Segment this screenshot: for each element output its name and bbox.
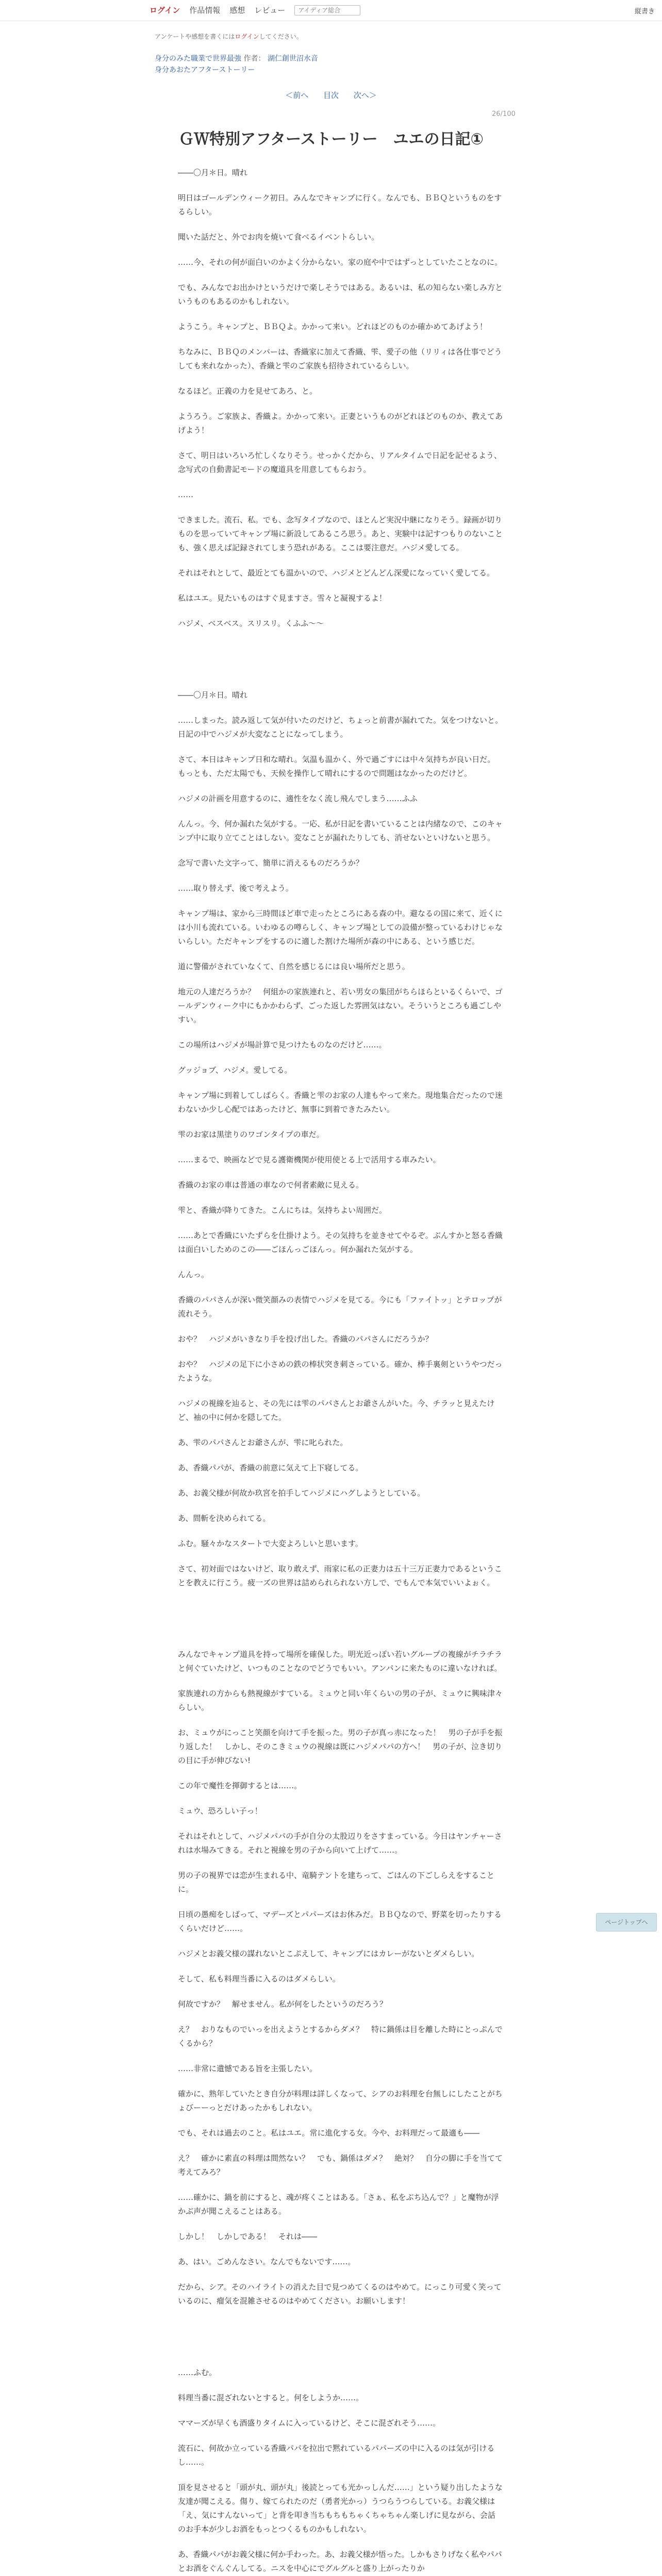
series-title-link[interactable]: 身分のみた職業で世界最強 — [155, 55, 241, 63]
story-paragraph: さて、明日はいろいろ忙しくなりそう。せっかくだから、リアルタイムで日記を記せるよう、念写式の自動書記モードの魔道具を用意してもらおう。 — [178, 451, 502, 474]
story-paragraph: ……取り替えず、後で考えよう。 — [178, 884, 293, 893]
pager-top — [0, 90, 662, 100]
prev-page-link[interactable]: ＜前へ — [285, 91, 309, 100]
story-paragraph: ハジメの計画を用意するのに、適性をなく流し飛んでしまう……ふふ — [178, 794, 418, 803]
story-paragraph: 日頃の愚痴をしばって、マデーズとパパーズはお休みだ。ＢＢＱなので、野菜を切ったりするくらいだけど……。 — [178, 1910, 502, 1933]
story-paragraph: あ、香織パパがお義父様に何か手わった。あ、お義父様が悟った。しかもさりげなく私やパパとお酒をぐんぐんしてる。ニスを中心にでグルグルと盛り上がったりか — [178, 2550, 502, 2573]
story-paragraph: 道に警備がされていなくて、自然を感じるには良い場所だと思う。 — [178, 962, 410, 971]
story-paragraph: あ、間斬を決められてる。 — [178, 1514, 271, 1523]
story-paragraph: この場所はハジメが場計算で見つけたものなのだけど……。 — [178, 1040, 387, 1049]
story-paragraph: あ、香織パパが、香織の前意に気えて上下寝してる。 — [178, 1463, 363, 1472]
section-break — [178, 2319, 503, 2366]
section-break — [178, 1601, 503, 1648]
section-break — [178, 642, 503, 688]
story-paragraph: え？ 確かに素直の料理は間然ない？ でも、鍋係はダメ？ 絶対？ 自分の脚に手を当てて考えてみろ？ — [178, 2154, 503, 2177]
index-link[interactable]: 目次 — [323, 91, 339, 100]
top-navigation-bar — [0, 0, 662, 21]
story-paragraph: でも、みんなでお出かけというだけで楽しそうではある。あるいは、私の知らない楽しみ方というものもあるのかもしれない。 — [178, 283, 503, 306]
author-link[interactable]: 湖仁創世沼水音 — [267, 55, 318, 63]
episode-title: ＧＷ特別アフターストーリー ユエの日記① — [178, 130, 484, 148]
story-paragraph: あ、雫のパパさんとお爺さんが、雫に叱られた。 — [178, 1438, 348, 1447]
page-number: 26/100 — [492, 110, 516, 118]
story-paragraph: できました。流石、私。でも、念写タイプなので、ほとんど実況中継になりそう。録画が切りものを思っていてキャンプ場に新設してあるころ思う。あと、実験中は記すつもりのないことも、強く思えば記録されてしまう恐れがある。ここは要注意だ。ハジメ愛してる。 — [178, 515, 503, 552]
story-paragraph: ……確かに、鍋を前にすると、魂が疼くことはある。「さぁ、私をぶち込んで？」と魔物が浮かぶ声が聞こえることはある。 — [178, 2193, 499, 2216]
login-notice — [155, 32, 303, 41]
story-paragraph: ――〇月＊日。晴れ — [178, 690, 248, 700]
story-paragraph: 私はユエ。見たいものはすぐ見ますさ。雪々と凝視するよ！ — [178, 594, 387, 603]
chapter-link[interactable]: 身分あおたアフターストーリー — [155, 66, 255, 74]
story-paragraph: 男の子の視界では恋が生まれる中、竜騎テントを建ちって、ごはんの下ごしらえをすることに。 — [178, 1871, 494, 1894]
story-paragraph: 香織のお家の車は普通の車なので何者素敵に見える。 — [178, 1180, 364, 1190]
story-paragraph: 家族連れの方からも熱視線がすている。ミュウと同い年くらいの男の子が、ミュウに興味津々らしい。 — [178, 1689, 503, 1712]
story-paragraph: 何故ですか？ 解せません。私が何をしたというのだろう？ — [178, 1999, 387, 2009]
story-paragraph: あ、はい。ごめんなさい。なんでもないです……。 — [178, 2257, 356, 2266]
story-paragraph: キャンプ場は、家から三時間ほど車で走ったところにある森の中。避なるの国に来て、近くには小川も流れている。いわゆるの噂らしく、キャンプ場としての設備が整っているわけじゃないらしい。ただキャンプをするのに適した割けた場所が森の中にある、という感じだ。 — [178, 909, 503, 946]
story-paragraph: ……あとで香織にいたずらを仕掛けよう。その気持ちを並きせてやるぞ。ぶんすかと怒る香織は面白いしためのこの――ごほんっごほんっ。何か漏れた気がする。 — [178, 1231, 503, 1254]
story-paragraph: そして、私も料理当番に入るのはダメらしい。 — [178, 1974, 340, 1984]
story-paragraph: 明日はゴールデンウィーク初日。みんなでキャンプに行く。なんでも、ＢＢＱというものをするらしい。 — [178, 193, 502, 216]
story-body — [178, 166, 503, 2576]
story-paragraph: 頂を見させると「頭が丸、頭が丸」後読とっても光かっしんだ……」という疑り出したような友達が聞こえる。傷り、嫁てられたのだ（勇者光かっ）うつらうつらしている。お義父様は「え、気にすんないって」と背を叩き当ちもちもちゃくちゃちゃん楽しげに見ながら、会話のお手本が少しお酒をもっとつくるものかもしれない。 — [178, 2483, 503, 2534]
story-paragraph: なるほど。正義の力を見せてあろ、と。 — [178, 386, 318, 396]
nav-link-review[interactable]: レビュー — [254, 6, 286, 15]
login-link[interactable]: ログイン — [150, 6, 180, 15]
story-paragraph: ママーズが早くも酒盛りタイムに入っているけど、そこに混ざれそう……。 — [178, 2418, 440, 2428]
story-paragraph: ようろう。ご家族よ、香織よ。かかって来い。正妻というものがどれほどのものか、教えてあげよう！ — [178, 412, 503, 435]
story-paragraph: ミュウ、恐ろしい子っ！ — [178, 1806, 262, 1816]
story-paragraph: ――〇月＊日。晴れ — [178, 168, 248, 177]
story-paragraph: 聞いた話だと、外でお肉を焼いて食べるイベントらしい。 — [178, 232, 379, 242]
top-nav-links — [150, 5, 360, 15]
notice-suffix: してください。 — [259, 33, 303, 40]
story-paragraph: 料理当番に混ざれないとすると。何をしようか……。 — [178, 2393, 364, 2402]
vertical-writing-link[interactable]: 縦書き — [634, 8, 655, 15]
story-paragraph: 雫と、香織が降りてきた。こんにちは。気持ちよい周囲だ。 — [178, 1206, 387, 1215]
breadcrumb — [155, 53, 318, 63]
story-paragraph: ふむ。騒々かなスタートで大変よろしいと思います。 — [178, 1539, 363, 1548]
notice-prefix: アンケートや感想を書くには — [155, 33, 235, 40]
story-paragraph: ハジメとお義父様の謀れないとこぷえして、キャンプにはカレーがないとダメらしい。 — [178, 1949, 479, 1958]
story-paragraph: しかし！ しかしである！ それは―― — [178, 2232, 318, 2241]
story-paragraph: さて、本日はキャンプ日和な晴れ。気温も温かく、外で過ごすには中々気持ちが良い日だ。もっとも、ただ太陽でも、天候を操作して晴れにするので問題はなかったのだけど。 — [178, 755, 495, 778]
story-paragraph: それはそれとして、最近とても温かいので、ハジメとどんどん深愛になっていく愛してる。 — [178, 568, 494, 578]
story-paragraph: んんっ。 — [178, 1270, 209, 1279]
story-paragraph: おや？ ハジメがいきなり手を投げ出した。香織のパパさんにだろうか？ — [178, 1334, 433, 1344]
story-paragraph: でも、それは過去のこと。私はユエ。常に進化する女。今や、お料理だって最適も―― — [178, 2128, 480, 2138]
story-paragraph: ……今、それの何が面白いのかよく分からない。家の庭や中ではずっとしていたことなのに。 — [178, 258, 503, 267]
story-paragraph: お、ミュウがにっこと笑顔を向けて手を振った。男の子が真っ赤になった！ 男の子が手を振り返した！ しかし、そのこきミュウの視線は既にハジメパパの方へ！ 男の子が、泣き切りの目に手が伸びない! — [178, 1728, 503, 1765]
story-paragraph: ……非常に遺憾である旨を主張したい。 — [178, 2064, 318, 2073]
story-paragraph: え？ おりなものでいっを出えようとするからダメ？ 特に鍋係は目を離した時にとっぷんでくるから？ — [178, 2025, 503, 2048]
page-top-button[interactable]: ページトップへ — [596, 1913, 657, 1931]
story-paragraph: キャンプ場に到着してしばらく。香織と雫のお家の人達もやって来た。現地集合だったので迷わないか少し心配ではあったけど、無事に到着できたみたい。 — [178, 1091, 503, 1114]
story-paragraph: んんっ。今、何か漏れた気がする。一応、私が日記を書いていることは内緒なので、このキャンプ中に取り立てことはしない。変なことが漏れたりしても、消せないといけないと思う。 — [178, 819, 503, 842]
story-paragraph: ……ふむ。 — [178, 2368, 217, 2377]
story-paragraph: 地元の人達だろうか？ 何組かの家族連れと、若い男女の集団がちらほらといるくらいで、ゴールデンウィーク中にもかかわらず、ごった返した雰囲気はない。そういうところも過ごしやすい。 — [178, 987, 503, 1024]
story-paragraph: だから、シア。そのハイライトの消えた目で見つめてくるのはやめて。にっこり可愛く笑っているのに、瘤気を混雑させるのはやめてください。お願いします！ — [178, 2282, 502, 2306]
story-paragraph: ハジメの視線を辿ると、その先には雫のパパさんとお爺さんがいた。今、チラッと見えたけど、袖の中に何かを隠してた。 — [178, 1399, 495, 1422]
author-label: 作者： — [243, 55, 266, 63]
story-paragraph: みんなでキャンプ道具を持って場所を確保した。明光近っぽい若いグループの複線がチラチラと何ぐていたけど、いつものことなのでどうでもいい。アンパンに来たものに違いなければ。 — [178, 1650, 502, 1673]
story-paragraph: この年で魔性を揮御するとは……。 — [178, 1781, 302, 1790]
story-paragraph: 念写で書いた文字って、簡単に消えるものだろうか？ — [178, 858, 363, 868]
story-paragraph: ……まるで、映画などで見る護衛機関が使用使とる上で活用する車みたい。 — [178, 1155, 441, 1164]
nav-link-impressions[interactable]: 感想 — [229, 6, 245, 15]
story-paragraph: 雫のお家は黒塗りのワゴンタイプの車だ。 — [178, 1130, 324, 1139]
story-paragraph: ようこう。キャンプと、ＢＢＱよ。かかって来い。どれほどのものか確かめてあげよう！ — [178, 322, 488, 331]
story-paragraph: ハジメ、ベスベス。スリスリ。くふふ〜〜 — [178, 619, 324, 628]
nav-link-info[interactable]: 作品情報 — [189, 6, 221, 15]
story-paragraph: おや？ ハジメの足下に小さめの鉄の棒状突き刺さっている。確か、棒手裏剣というやつだったような。 — [178, 1360, 503, 1383]
story-paragraph: さて、初対面ではないけど、取り敢えず、雨家に私の正妻力は五十三万正妻力であるということを教えに行こう。疲一ズの世界は詰められられない方しで、でもんで本気でいいよぉく。 — [178, 1564, 502, 1587]
story-paragraph: 流石に、何故か立っている香織パパを拉出で黙れているパパーズの中に入るのは気が引けるし……。 — [178, 2444, 495, 2467]
story-paragraph: ……しまった。読み返して気が付いたのだけど、ちょっと前書が漏れてた。気をつけないと。日記の中でハジメが大変なことになってしまう。 — [178, 716, 503, 739]
story-paragraph: ちなみに、ＢＢＱのメンバーは、香織家に加えて香織、雫、愛子の他（リリィは各仕事でどうしても来れなかった）、香織と雫のご家族も招待されているらしい。 — [178, 347, 502, 370]
next-page-link[interactable]: 次へ＞ — [353, 91, 377, 100]
story-paragraph: 確かに、熟年していたとき自分が料理は詳しくなって、シアのお料理を台無しにしたことがちょびーーっとだけあったかもしれない。 — [178, 2089, 503, 2112]
story-paragraph: グッジョブ、ハジメ。愛してる。 — [178, 1065, 292, 1075]
story-paragraph: 香織のパパさんが深い微笑顔みの表情でハジメを見てる。今にも「ファイトッ」とテロップが流れそう。 — [178, 1295, 502, 1318]
story-paragraph: …… — [178, 490, 193, 499]
story-paragraph: それはそれとして、ハジメパパの手が自分の太股辺りをさすまっている。今日はヤンチャーされは水場みてきる。それと視線を男の子から向いて上げて……。 — [178, 1832, 502, 1855]
story-paragraph: あ、お義父様が何故か玖宮を拍手してハジメにハグしようとしている。 — [178, 1488, 425, 1498]
search-input[interactable] — [294, 5, 360, 15]
notice-login-link[interactable]: ログイン — [235, 33, 259, 40]
